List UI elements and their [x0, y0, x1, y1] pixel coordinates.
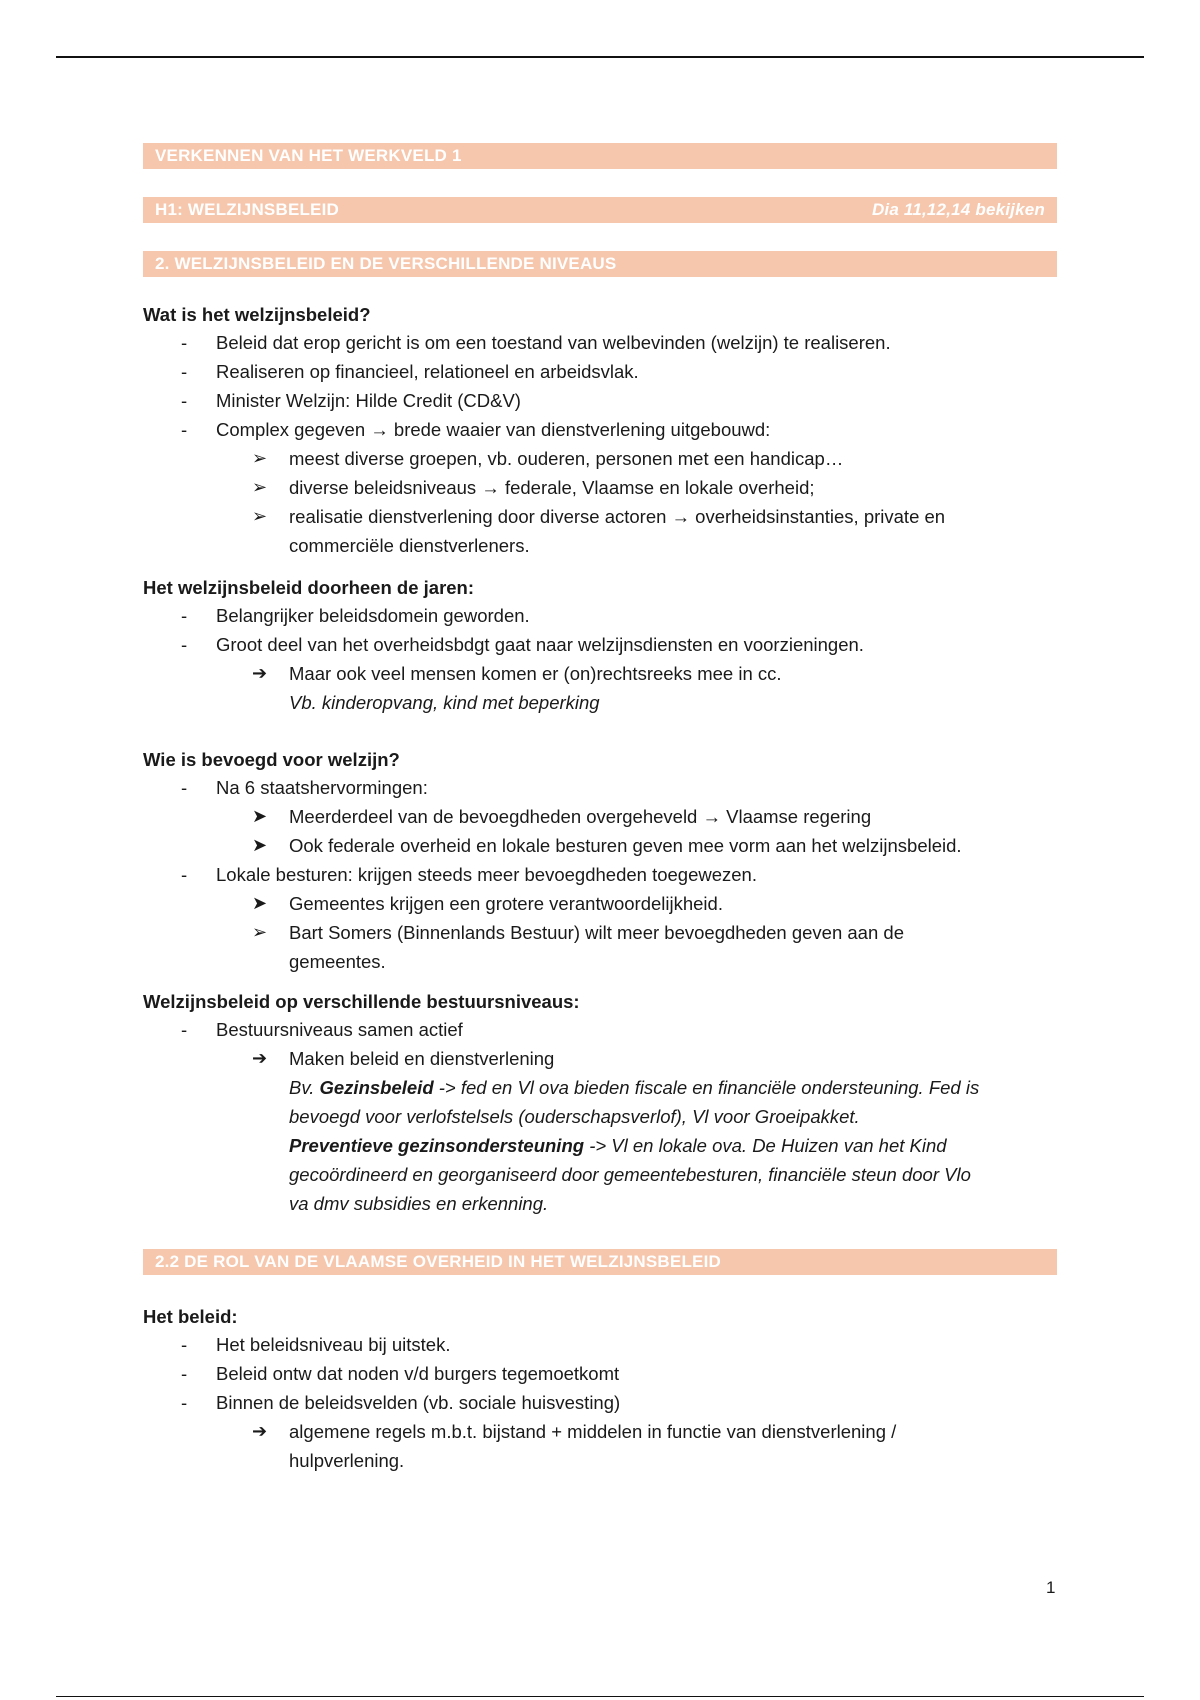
course-banner: [143, 143, 1057, 169]
list-item: - Binnen de beleidsvelden (vb. sociale huisvesting): [143, 1388, 1057, 1417]
list-item: - Na 6 staatshervormingen:: [143, 773, 1057, 802]
example-line: Bv. Gezinsbeleid -> fed en Vl ova bieden fiscale en financiële ondersteuning. Fed is: [289, 1077, 980, 1098]
example-line: Preventieve gezinsondersteuning -> Vl en lokale ova. De Huizen van het Kind: [289, 1135, 947, 1156]
example-line: gecoördineerd en georganiseerd door gemeentebesturen, financiële steun door Vlo: [289, 1164, 971, 1185]
course-title: VERKENNEN VAN HET WERKVELD 1: [155, 146, 462, 165]
heading-het-beleid: Het beleid:: [143, 1306, 238, 1327]
arrowhead-bullet-icon: ➤: [252, 806, 268, 826]
arrowhead-bullet-icon: ➢: [252, 922, 268, 942]
list-item: - Complex gegeven → brede waaier van dienstverlening uitgebouwd:: [143, 415, 1057, 444]
list-item: - Lokale besturen: krijgen steeds meer bevoegdheden toegewezen.: [143, 860, 1057, 889]
page-number: 1: [1046, 1578, 1056, 1597]
sub-list-item: ➢ Bart Somers (Binnenlands Bestuur) wilt meer bevoegdheden geven aan de: [143, 918, 1057, 947]
arrowhead-bullet-icon: ➢: [252, 477, 268, 497]
arrow-item: ➔ Maar ook veel mensen komen er (on)rechtsreeks mee in cc.: [143, 659, 1057, 688]
bold-right-arrow-icon: ➔: [252, 663, 268, 683]
example-line: va dmv subsidies en erkenning.: [289, 1193, 549, 1214]
arrowhead-bullet-icon: ➢: [252, 506, 268, 526]
sub-list-item: ➢ realisatie dienstverlening door diverse actoren → overheidsinstanties, private en: [143, 502, 1057, 531]
bold-right-arrow-icon: ➔: [252, 1048, 268, 1068]
section-banner-2: [143, 251, 1057, 277]
continuation-line: hulpverlening.: [289, 1450, 405, 1471]
arrowhead-bullet-icon: ➤: [252, 893, 268, 913]
arrowhead-bullet-icon: ➢: [252, 448, 268, 468]
sub-list-item: ➢ diverse beleidsniveaus → federale, Vlaamse en lokale overheid;: [143, 473, 1057, 502]
section-banner-2-2: [143, 1249, 1057, 1275]
chapter-title: H1: WELZIJNSBELEID: [155, 200, 340, 219]
sub-list-item: ➢ meest diverse groepen, vb. ouderen, personen met een handicap…: [143, 444, 1057, 473]
heading-wat-is: Wat is het welzijnsbeleid?: [143, 304, 371, 325]
footer-rule: [56, 1696, 1144, 1697]
list-item: - Belangrijker beleidsdomein geworden.: [143, 601, 1057, 630]
list-item: - Het beleidsniveau bij uitstek.: [143, 1330, 1057, 1359]
list-item: - Beleid ontw dat noden v/d burgers tegemoetkomt: [143, 1359, 1057, 1388]
section-title: 2.2 DE ROL VAN DE VLAAMSE OVERHEID IN HET WELZIJNSBELEID: [155, 1252, 721, 1271]
sub-list-item: ➤ Gemeentes krijgen een grotere verantwoordelijkheid.: [143, 889, 1057, 918]
arrow-item: ➔ algemene regels m.b.t. bijstand + middelen in functie van dienstverlening /: [143, 1417, 1057, 1446]
continuation-line: gemeentes.: [289, 951, 386, 972]
list-item: - Realiseren op financieel, relationeel en arbeidsvlak.: [143, 357, 1057, 386]
chapter-note: Dia 11,12,14 bekijken: [871, 200, 1045, 219]
arrow-item: ➔ Maken beleid en dienstverlening: [143, 1044, 1057, 1073]
sub-list-item: ➤ Ook federale overheid en lokale besturen geven mee vorm aan het welzijnsbeleid.: [143, 831, 1057, 860]
heading-bevoegd: Wie is bevoegd voor welzijn?: [143, 749, 400, 770]
example-line: bevoegd voor verlofstelsels (ouderschapsverlof), Vl voor Groeipakket.: [289, 1106, 860, 1127]
list-item: - Bestuursniveaus samen actief: [143, 1015, 1057, 1044]
list-item: - Minister Welzijn: Hilde Credit (CD&V): [143, 386, 1057, 415]
bold-right-arrow-icon: ➔: [252, 1421, 268, 1441]
sub-list-item: ➤ Meerderdeel van de bevoegdheden overgeheveld → Vlaamse regering: [143, 802, 1057, 831]
document-page: [143, 143, 1057, 1475]
example-line: Vb. kinderopvang, kind met beperking: [289, 692, 600, 713]
arrowhead-bullet-icon: ➤: [252, 835, 268, 855]
list-item: - Groot deel van het overheidsbdgt gaat naar welzijnsdiensten en voorzieningen.: [143, 630, 1057, 659]
heading-doorheen-jaren: Het welzijnsbeleid doorheen de jaren:: [143, 577, 475, 598]
continuation-line: commerciële dienstverleners.: [289, 535, 530, 556]
heading-bestuursniveaus: Welzijnsbeleid op verschillende bestuursniveaus:: [143, 991, 580, 1012]
list-item: - Beleid dat erop gericht is om een toestand van welbevinden (welzijn) te realiseren.: [143, 328, 1057, 357]
header-rule: [56, 56, 1144, 58]
section-title: 2. WELZIJNSBELEID EN DE VERSCHILLENDE NIVEAUS: [155, 254, 617, 273]
chapter-banner: [143, 197, 1057, 223]
